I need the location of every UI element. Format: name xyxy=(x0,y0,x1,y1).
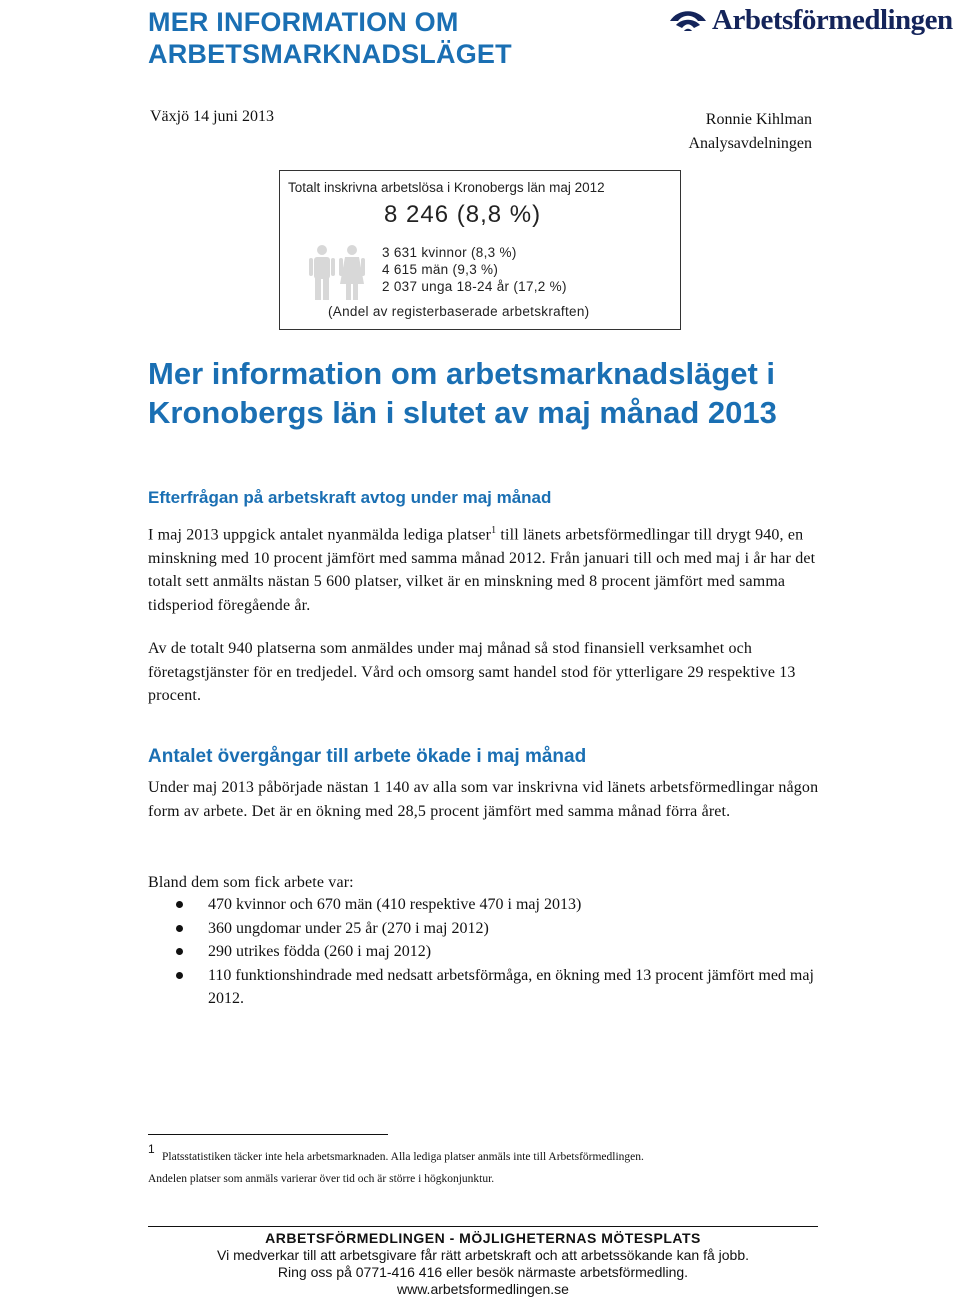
section2-paragraph1: Under maj 2013 påbörjade nästan 1 140 av alla som var inskrivna vid länets arbetsförmedlingar någon form av arbete. Det är en ökning med 28,5 procent jämfört med samma månad förra året. xyxy=(148,779,819,820)
section1-heading: Efterfrågan på arbetskraft avtog under maj månad xyxy=(148,488,552,507)
section2-intro: Bland dem som fick arbete var: xyxy=(148,874,354,891)
list-item xyxy=(148,964,828,1011)
section1-p1-start: I maj 2013 uppgick antalet nyanmälda lediga platser xyxy=(148,526,492,544)
arbetsformedlingen-logo xyxy=(668,4,953,37)
list-item-text: 470 kvinnor och 670 män (410 respektive 470 i maj 2013) xyxy=(208,896,582,913)
list-item-text: 110 funktionshindrade med nedsatt arbetsförmåga, en ökning med 13 procent jämfört med maj 2012. xyxy=(208,966,814,1007)
page-footer xyxy=(148,1230,818,1298)
footer-divider xyxy=(148,1226,818,1227)
footnote-divider xyxy=(148,1134,388,1135)
header-title-line1: MER INFORMATION OM xyxy=(148,7,459,37)
stat-line-women: 3 631 kvinnor (8,3 %) xyxy=(382,245,517,260)
section1-paragraph1 xyxy=(148,519,828,617)
bullet-icon xyxy=(176,948,183,955)
logo-wordmark: Arbetsförmedlingen xyxy=(712,4,953,36)
place-date: Växjö 14 juni 2013 xyxy=(150,108,274,125)
footer-title: ARBETSFÖRMEDLINGEN - MÖJLIGHETERNAS MÖTESPLATS xyxy=(265,1230,701,1246)
stat-line-men: 4 615 män (9,3 %) xyxy=(382,262,499,277)
man-woman-icon xyxy=(308,244,370,302)
header-title-line2: ARBETSMARKNADSLÄGET xyxy=(148,39,512,69)
stat-breakdown xyxy=(382,244,567,295)
list-item xyxy=(148,917,828,941)
unemployment-stat-box xyxy=(279,170,681,330)
footer-website-link[interactable]: www.arbetsformedlingen.se xyxy=(397,1281,569,1297)
footer-line1: Vi medverkar till att arbetsgivare får rätt arbetskraft och att arbetssökande kan få jobb. xyxy=(216,1247,749,1263)
stat-caption: Totalt inskrivna arbetslösa i Kronobergs län maj 2012 xyxy=(288,180,605,195)
bullet-icon xyxy=(176,972,183,979)
list-item xyxy=(148,940,828,964)
footnote-number: 1 xyxy=(148,1142,155,1156)
list-item-text: 360 ungdomar under 25 år (270 i maj 2012) xyxy=(208,919,489,937)
employment-bullet-list xyxy=(148,893,828,1011)
list-item-text: 290 utrikes födda (260 i maj 2012) xyxy=(208,943,432,960)
section1-paragraph2: Av de totalt 940 platserna som anmäldes under maj månad så stod finansiell verksamhet och företagstjänster för en tredjedel. Vård och omsorg samt handel stod för ytterligare 29 respektive 13 procent. xyxy=(148,640,796,704)
stat-total: 8 246 (8,8 %) xyxy=(384,201,542,228)
author-department: Analysavdelningen xyxy=(688,135,812,152)
bullet-icon xyxy=(176,925,183,932)
stat-line-youth: 2 037 unga 18-24 år (17,2 %) xyxy=(382,279,567,294)
section1-p1-end: till länets arbetsförmedlingar till drygt 940, en minskning med 10 procent jämfört med samma månad 2012. Från januari till och med maj i år har det totalt sett anmälts nästan 5 600 platser, vilket är en minskning med 8 procent jämfört med samma tidsperiod föregående år. xyxy=(148,526,816,614)
footer-line2: Ring oss på 0771-416 416 eller besök närmaste arbetsförmedling. xyxy=(277,1264,689,1280)
footnote-line2: Andelen platser som anmäls varierar över tid och är större i högkonjunktur. xyxy=(148,1173,495,1185)
author-name: Ronnie Kihlman xyxy=(705,111,812,128)
footnote-ref: 1 xyxy=(491,525,497,536)
logo-emblem-icon xyxy=(668,8,708,34)
footnote-line1: Platsstatistiken täcker inte hela arbetsmarknaden. Alla lediga platser anmäls inte till Arbetsförmedlingen. xyxy=(162,1151,644,1163)
document-header-title xyxy=(148,6,512,70)
section2-heading: Antalet övergångar till arbete ökade i maj månad xyxy=(148,746,587,767)
author-block xyxy=(688,108,812,156)
list-item xyxy=(148,893,828,917)
main-heading: Mer information om arbetsmarknadsläget i Kronobergs län i slutet av maj månad 2013 xyxy=(148,356,777,430)
bullet-icon xyxy=(176,901,183,908)
stat-note: (Andel av registerbaserade arbetskraften) xyxy=(328,304,590,319)
